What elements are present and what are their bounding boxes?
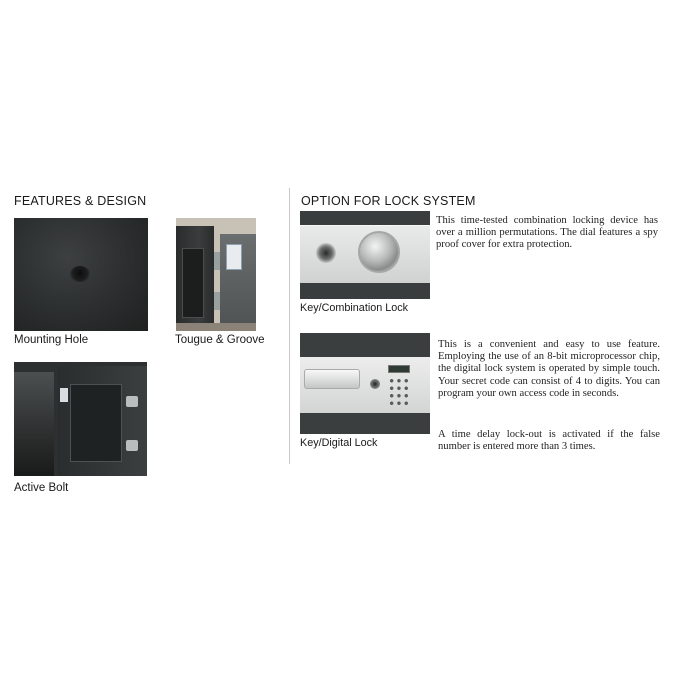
digital-lock-description: This is a convenient and easy to use feature. Employing the use of an 8-bit microprocessor chip, the digital lock system is operated by simple touch. Your secret code can consist of 4 to digits. You can program your own access code in seconds.: [438, 339, 660, 399]
combination-lock-description: This time-tested combination locking device has over a million permutations. The dial features a spy proof cover for extra protection.: [436, 215, 658, 251]
hinge-icon: [214, 292, 220, 310]
hinge-icon: [214, 252, 220, 270]
combination-lock-photo: [300, 211, 430, 299]
time-delay-note: A time delay lock-out is activated if the false number is entered more than 3 times.: [438, 429, 660, 453]
keyhole-icon: [370, 379, 380, 389]
mounting-hole-caption: Mounting Hole: [14, 334, 89, 346]
combination-lock-caption: Key/Combination Lock: [300, 302, 409, 314]
section-divider: [289, 188, 290, 464]
tongue-groove-caption: Tougue & Groove: [175, 334, 265, 346]
safe-door-icon: [176, 226, 214, 331]
active-bolt-photo: [14, 362, 147, 476]
safe-interior-icon: [14, 372, 54, 476]
sticker-icon: [60, 388, 68, 402]
active-bolt-caption: Active Bolt: [14, 482, 69, 494]
tongue-groove-photo: [176, 218, 256, 331]
keyhole-icon: [316, 243, 336, 263]
lcd-display-icon: [388, 365, 410, 373]
bolt-icon: [126, 396, 138, 407]
mounting-hole-photo: [14, 218, 148, 331]
handle-icon: [304, 369, 360, 389]
lock-system-heading: OPTION FOR LOCK SYSTEM: [301, 194, 476, 208]
safe-label-icon: [226, 244, 242, 270]
digital-lock-photo: [300, 333, 430, 434]
floor-icon: [176, 323, 256, 331]
features-design-heading: FEATURES & DESIGN: [14, 194, 147, 208]
door-panel-icon: [70, 384, 122, 462]
mounting-hole-icon: [70, 266, 90, 282]
bolt-icon: [126, 440, 138, 451]
digital-lock-caption: Key/Digital Lock: [300, 437, 378, 449]
combination-dial-icon: [358, 231, 400, 273]
keypad-icon: [388, 377, 410, 407]
